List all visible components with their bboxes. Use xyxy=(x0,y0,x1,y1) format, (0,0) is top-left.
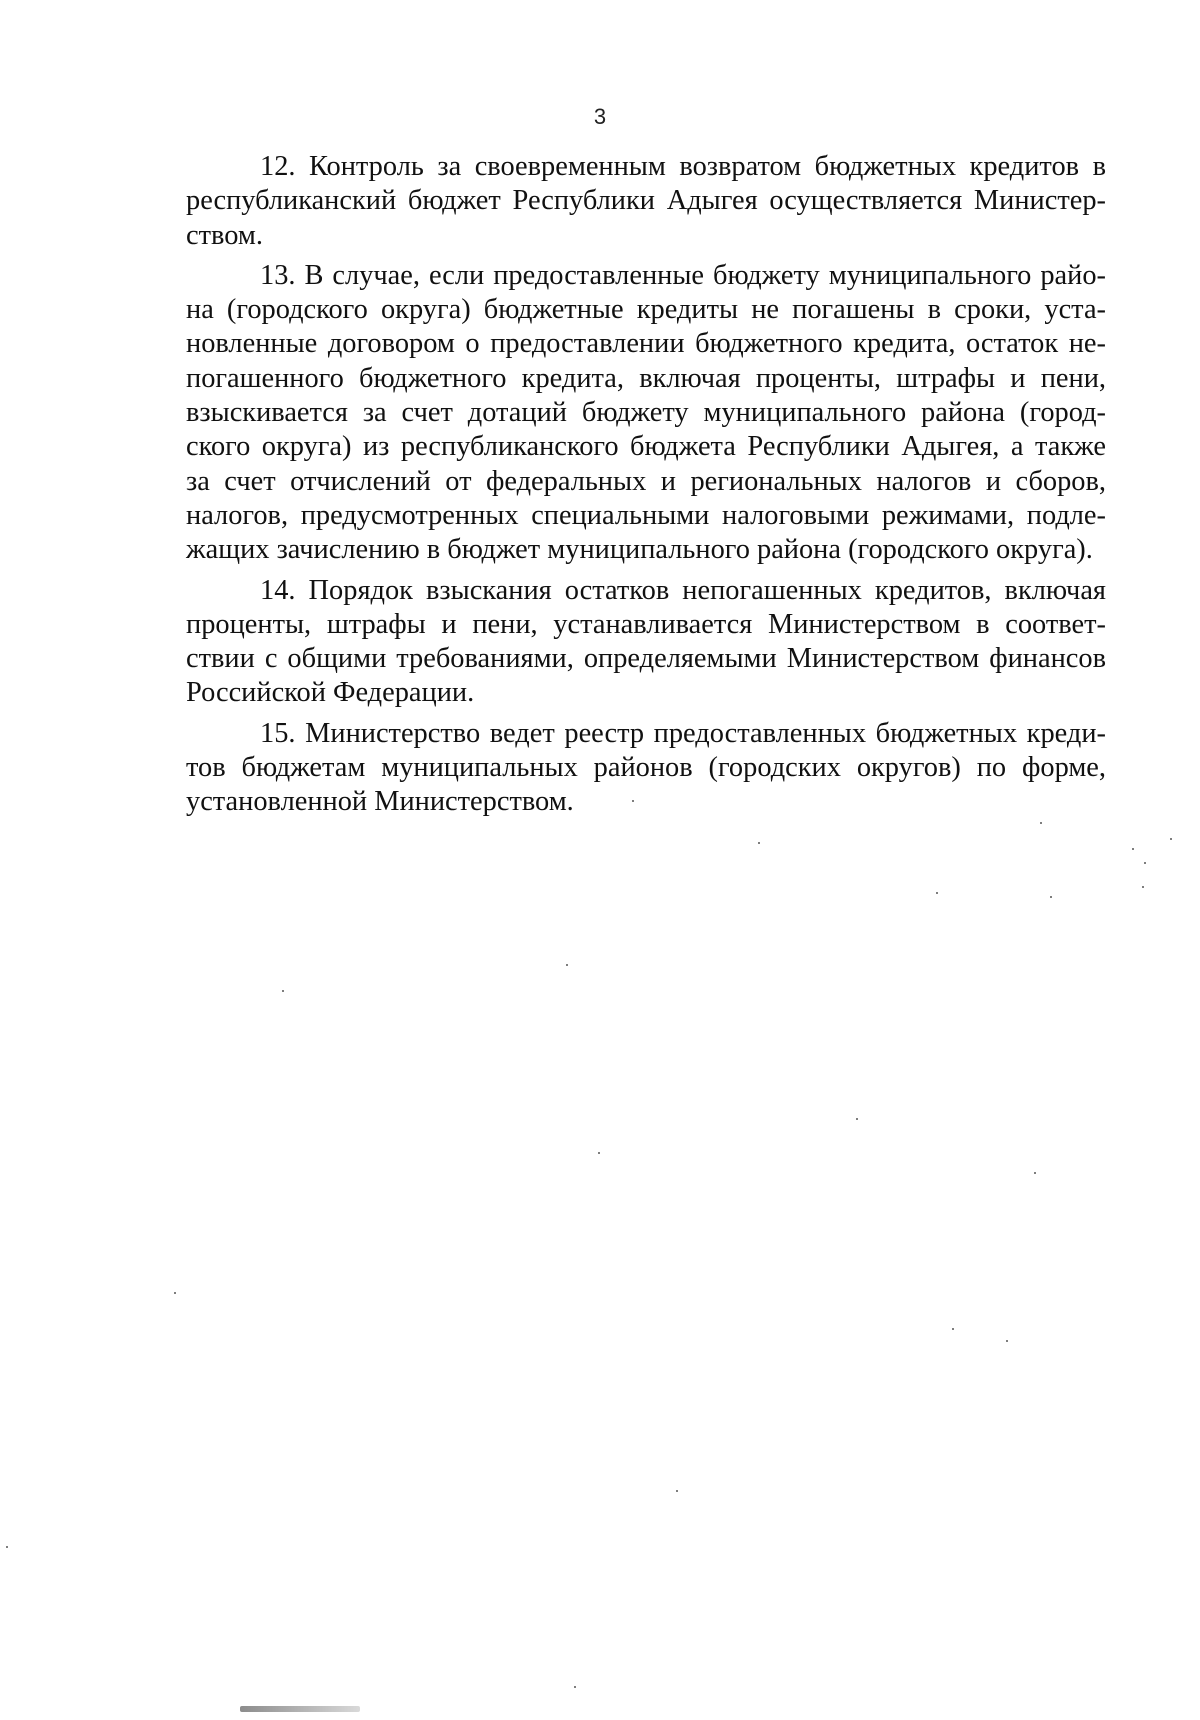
text-line: 14. Порядок взыскания остатков непогашенных кредитов, включая xyxy=(260,574,1106,606)
paragraph-12 xyxy=(186,150,1106,253)
text-line: новленные договором о предоставлении бюджетного кредита, остаток не- xyxy=(186,328,1106,360)
scan-edge-smudge xyxy=(240,1706,360,1712)
text-line: ского округа) из республиканского бюджета Республики Адыгея, а также xyxy=(186,431,1106,463)
text-line: Российской Федерации. xyxy=(186,677,475,709)
text-line: налогов, предусмотренных специальными налоговыми режимами, подле- xyxy=(186,499,1106,531)
text-line: на (городского округа) бюджетные кредиты не погашены в сроки, уста- xyxy=(186,294,1106,326)
text-line: 12. Контроль за своевременным возвратом бюджетных кредитов в xyxy=(260,151,1106,182)
text-line: республиканский бюджет Республики Адыгея осуществляется Министер- xyxy=(186,185,1106,217)
text-line: тов бюджетам муниципальных районов (городских округов) по форме, xyxy=(186,752,1106,784)
text-line: установленной Министерством. xyxy=(186,786,574,818)
text-line: ствии с общими требованиями, определяемыми Министерством финансов xyxy=(186,643,1106,675)
text-line: 15. Министерство ведет реестр предоставленных бюджетных креди- xyxy=(260,717,1106,749)
text-line: проценты, штрафы и пени, устанавливается Министерством в соответ- xyxy=(186,608,1106,640)
text-line: ством. xyxy=(186,219,263,251)
page-number: 3 xyxy=(593,104,607,129)
text-line: жащих зачислению в бюджет муниципального района (городского округа). xyxy=(186,534,1093,566)
text-line: взыскивается за счет дотаций бюджету муниципального района (город- xyxy=(186,397,1106,429)
paragraph-15 xyxy=(186,717,1106,820)
text-line: за счет отчислений от федеральных и региональных налогов и сборов, xyxy=(186,465,1106,497)
paragraph-14 xyxy=(186,574,1106,711)
text-line: 13. В случае, если предоставленные бюджету муниципального райо- xyxy=(260,259,1106,291)
text-line: погашенного бюджетного кредита, включая проценты, штрафы и пени, xyxy=(186,362,1106,394)
paragraph-13 xyxy=(186,259,1106,568)
document-body xyxy=(186,150,1106,826)
